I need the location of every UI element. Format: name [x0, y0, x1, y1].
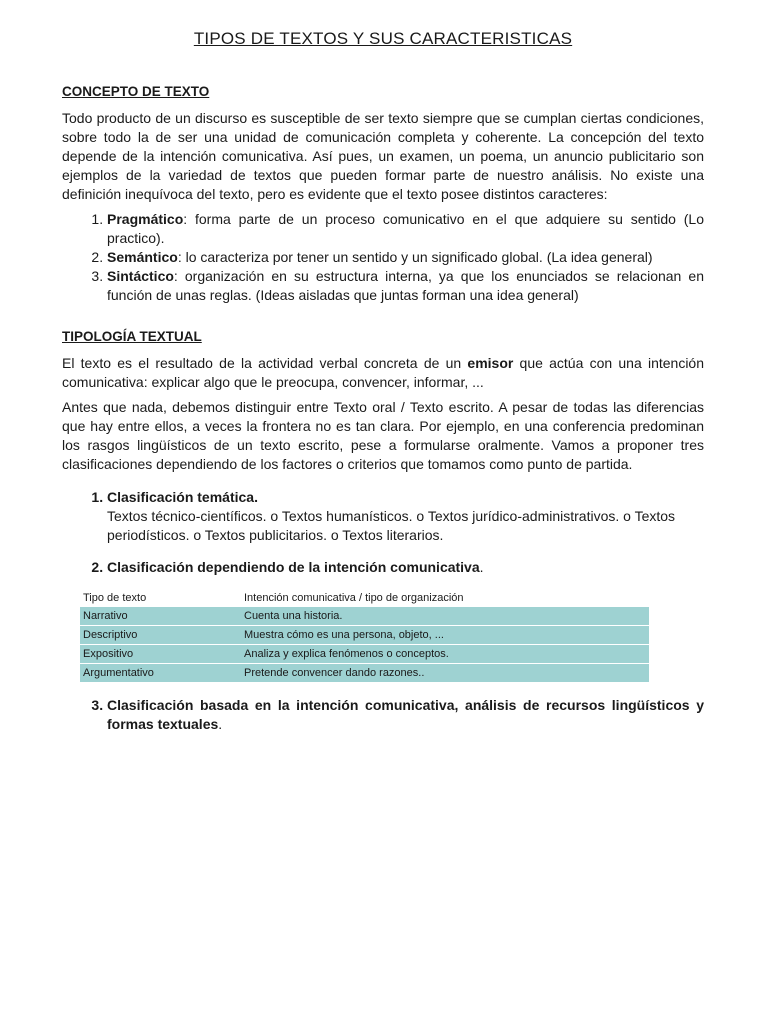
list-item [107, 248, 704, 267]
table-row [80, 645, 649, 664]
clasificaciones-list [62, 488, 704, 577]
tipos-table [80, 589, 649, 683]
table-cell: Analiza y explica fenómenos o conceptos. [241, 645, 649, 664]
punct: . [254, 489, 258, 505]
spacer [62, 305, 704, 329]
column-header: Tipo de texto [83, 592, 147, 604]
table-cell: Cuenta una historia. [241, 607, 649, 626]
paragraph-concepto: Todo producto de un discurso es susceptible de ser texto siempre que se cumplan ciertas condiciones, sobre todo la de ser una unidad de comunicación completa y coherente. La concepción del texto depende de la intención comunicativa. Así pues, un examen, un poema, un anuncio publicitario son ejemplos de la variedad de textos que pueden formar parte de nuestro análisis. No existe una definición inequívoca del texto, pero es evidente que el texto posee distintos caracteres: [62, 110, 704, 202]
table-cell: Muestra cómo es una persona, objeto, ... [241, 626, 649, 645]
paragraph-emisor [62, 354, 704, 392]
paragraph-oral-escrito: Antes que nada, debemos distinguir entre Texto oral / Texto escrito. A pesar de todas las diferencias que hay entre ellos, a veces la frontera no es tan clara. Por ejemplo, en una conferencia predominan los rasgos lingüísticos de un texto escrito, pese a formularse oralmente. Vamos a proponer tres clasificaciones dependiendo de los factores o criterios que tomamos como punto de partida. [62, 399, 704, 472]
column-header: Intención comunicativa / tipo de organización [244, 592, 464, 604]
item-text: : lo caracteriza por tener un sentido y un significado global. (La idea general) [177, 249, 653, 265]
table-cell: Pretende convencer dando razones.. [241, 664, 649, 683]
table-cell: Expositivo [80, 645, 241, 664]
section-tipologia [62, 329, 704, 734]
table-cell: Argumentativo [80, 664, 241, 683]
table-cell: Narrativo [80, 607, 241, 626]
clasificacion-title: Clasificación temática [107, 489, 255, 505]
punct: . [479, 559, 484, 575]
caracteres-list [62, 210, 704, 305]
term-pragmatico: Pragmático [107, 211, 184, 227]
clasificaciones-list-cont [62, 696, 704, 734]
punct: . [218, 716, 223, 732]
term-emisor: emisor [467, 355, 514, 371]
table-cell: Descriptivo [80, 626, 241, 645]
text-run: que actúa con una intención comunicativa: explicar algo que le preocupa, convencer, informar, ... [62, 355, 704, 390]
term-sintactico: Sintáctico [107, 268, 174, 284]
clasificacion-body: Textos técnico-científicos. o Textos humanísticos. o Textos jurídico-administrativos. o Textos periodísticos. o Textos publicitarios. o Textos literarios. [107, 508, 676, 543]
item-text: : organización en su estructura interna, ya que los enunciados se relacionan en función de unas reglas. (Ideas aisladas que juntas forman una idea general) [107, 268, 704, 303]
list-item [107, 488, 704, 545]
heading-tipologia: TIPOLOGÍA TEXTUAL [62, 329, 202, 344]
list-item [107, 558, 704, 577]
term-semantico: Semántico [107, 249, 178, 265]
item-text: : forma parte de un proceso comunicativo en el que adquiere su sentido (Lo practico). [107, 211, 704, 246]
list-item [107, 210, 704, 248]
clasificacion-title: Clasificación basada en la intención comunicativa, análisis de recursos lingüísticos y formas textuales [107, 697, 704, 732]
text-run: El texto es el resultado de la actividad verbal concreta de un [62, 355, 468, 371]
list-item [107, 267, 704, 305]
list-item [107, 696, 704, 734]
table-row [80, 626, 649, 645]
table-header-row [80, 589, 649, 607]
table-row [80, 664, 649, 683]
section-concepto [62, 84, 704, 305]
heading-concepto: CONCEPTO DE TEXTO [62, 84, 210, 99]
clasificacion-title: Clasificación dependiendo de la intención comunicativa [107, 559, 480, 575]
table-row [80, 607, 649, 626]
page-title: TIPOS DE TEXTOS Y SUS CARACTERISTICAS [193, 29, 573, 48]
